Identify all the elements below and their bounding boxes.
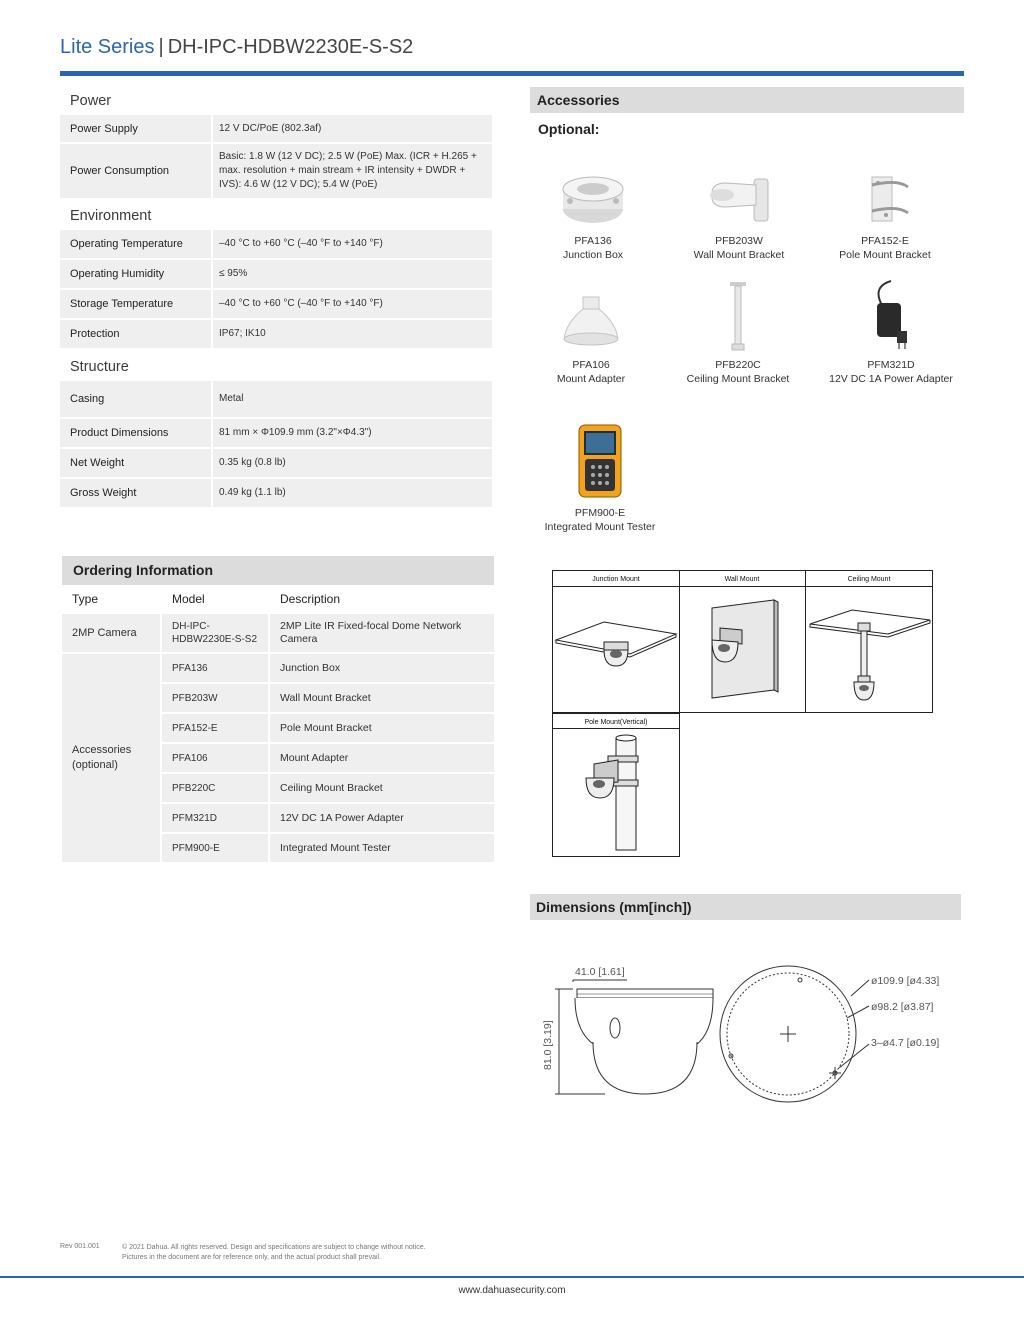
spec-value: –40 °C to +60 °C (–40 °F to +140 °F) <box>219 238 383 249</box>
spec-value: 12 V DC/PoE (802.3af) <box>219 122 322 134</box>
spec-value: 0.49 kg (1.1 lb) <box>219 487 286 498</box>
power-title: Power <box>70 93 112 109</box>
model-cell: PFA136 <box>162 654 270 684</box>
mounting-diagram <box>552 570 934 860</box>
structure-title: Structure <box>70 359 129 375</box>
junction-mount-drawing <box>556 622 676 666</box>
spec-key: Power Consumption <box>60 144 213 198</box>
table-row <box>62 614 494 654</box>
accessory-model: PFM321D <box>867 359 915 371</box>
header-type: Type <box>62 585 162 614</box>
mount-adapter-icon <box>516 292 666 354</box>
description-cell: Mount Adapter <box>270 744 494 774</box>
description-cell: Ceiling Mount Bracket <box>270 774 494 804</box>
header-rule <box>60 71 964 76</box>
mount-tester-icon <box>525 420 675 502</box>
ceiling-mount-drawing <box>810 610 930 700</box>
spec-row <box>60 290 492 320</box>
description-cell: Junction Box <box>270 654 494 684</box>
model-cell: PFA106 <box>162 744 270 774</box>
ceiling-mount-bracket-icon <box>663 280 813 354</box>
description-cell: 2MP Lite IR Fixed-focal Dome Network Camera <box>270 614 494 654</box>
spec-value: 0.35 kg (0.8 lb) <box>219 457 286 468</box>
spec-key: Power Supply <box>60 115 213 142</box>
environment-section <box>60 202 492 350</box>
accessory-pfb220c <box>663 280 813 386</box>
accessories-title: Accessories <box>530 87 964 113</box>
structure-section <box>60 353 492 509</box>
accessory-name: Integrated Mount Tester <box>544 521 656 533</box>
website-link[interactable]: www.dahuasecurity.com <box>458 1285 566 1296</box>
page-header <box>60 36 413 59</box>
accessory-name: Pole Mount Bracket <box>839 249 931 261</box>
copyright-notice <box>122 1243 426 1263</box>
optional-label: Optional: <box>538 121 600 137</box>
accessory-pfa106 <box>516 292 666 386</box>
wall-mount-label: Wall Mount <box>724 576 760 583</box>
model-cell: PFB203W <box>162 684 270 714</box>
accessory-name: Junction Box <box>562 249 624 261</box>
spec-key: Operating Temperature <box>60 230 213 258</box>
junction-box-icon <box>518 168 668 230</box>
spec-key: Operating Humidity <box>60 260 213 288</box>
spec-row <box>60 381 492 419</box>
accessory-model: PFA106 <box>572 359 610 371</box>
type-cell: 2MP Camera <box>62 614 162 654</box>
dimension-drawing <box>535 958 955 1108</box>
disclaimer-line: Pictures in the document are for reference only, and the actual product shall prevail. <box>122 1254 382 1261</box>
spec-value: Metal <box>219 393 244 404</box>
spec-key: Net Weight <box>60 449 213 477</box>
accessory-name: 12V DC 1A Power Adapter <box>829 373 953 385</box>
hole-diameter-label: 3–ø4.7 [ø0.19] <box>871 1037 940 1049</box>
spec-value: ≤ 95% <box>219 268 248 279</box>
revision-number: Rev 001.001 <box>60 1243 100 1250</box>
outer-diameter-label: ø109.9 [ø4.33] <box>871 975 940 987</box>
description-cell: Wall Mount Bracket <box>270 684 494 714</box>
spec-value: 81 mm × Φ109.9 mm (3.2"×Φ4.3") <box>219 427 372 438</box>
spec-key: Product Dimensions <box>60 419 213 447</box>
accessory-model: PFB203W <box>715 235 763 247</box>
junction-mount-label: Junction Mount <box>592 576 640 583</box>
model-cell: PFA152-E <box>162 714 270 744</box>
spec-key: Storage Temperature <box>60 290 213 318</box>
spec-row <box>60 419 492 449</box>
spec-key: Protection <box>60 320 213 348</box>
spec-value: –40 °C to +60 °C (–40 °F to +140 °F) <box>219 298 383 309</box>
height-dimension: 81.0 [3.19] <box>542 1020 554 1070</box>
accessory-name: Wall Mount Bracket <box>693 249 785 261</box>
power-adapter-icon <box>816 276 966 354</box>
series-name: Lite Series <box>60 36 155 58</box>
spec-row <box>60 115 492 144</box>
spec-row <box>60 449 492 479</box>
footer-rule <box>0 1276 1024 1278</box>
description-cell: Pole Mount Bracket <box>270 714 494 744</box>
description-cell: 12V DC 1A Power Adapter <box>270 804 494 834</box>
accessory-name: Ceiling Mount Bracket <box>686 373 790 385</box>
power-section <box>60 87 492 200</box>
pole-mount-drawing <box>586 735 638 850</box>
header-separator: | <box>158 36 164 58</box>
pole-mount-label: Pole Mount(Vertical) <box>584 719 648 726</box>
ordering-section <box>62 556 494 864</box>
environment-title: Environment <box>70 208 152 224</box>
pole-mount-bracket-icon <box>810 168 960 230</box>
table-row <box>62 654 494 684</box>
ordering-title: Ordering Information <box>62 556 494 585</box>
table-header-row <box>62 585 494 614</box>
accessory-model: PFA152-E <box>861 235 909 247</box>
inner-diameter-label: ø98.2 [ø3.87] <box>871 1001 934 1013</box>
spec-value: IP67; IK10 <box>219 328 266 339</box>
description-cell: Integrated Mount Tester <box>270 834 494 864</box>
spec-row <box>60 230 492 260</box>
dimensions-title: Dimensions (mm[inch]) <box>530 894 961 920</box>
spec-key: Gross Weight <box>60 479 213 507</box>
accessory-pfa152-e <box>810 168 960 262</box>
wall-mount-bracket-icon <box>664 168 814 230</box>
width-dimension: 41.0 [1.61] <box>575 966 625 978</box>
model-cell: PFM900-E <box>162 834 270 864</box>
type-cell: Accessories (optional) <box>62 654 162 864</box>
accessory-model: PFM900-E <box>574 507 626 519</box>
model-cell: PFB220C <box>162 774 270 804</box>
accessory-pfm900-e <box>525 420 675 534</box>
spec-row <box>60 320 492 350</box>
header-description: Description <box>270 585 494 614</box>
accessory-model: PFB220C <box>715 359 761 371</box>
model-cell: PFM321D <box>162 804 270 834</box>
spec-row <box>60 479 492 509</box>
spec-value: Basic: 1.8 W (12 V DC); 2.5 W (PoE) Max. (ICR + H.265 + max. resolution + main stream + IR intensity + DWDR + IVS): 4.6 W (12 V DC); 5.4 W (PoE) <box>219 151 477 190</box>
accessory-model: PFA136 <box>574 235 612 247</box>
accessory-pfa136 <box>518 168 668 262</box>
model-cell: DH-IPC-HDBW2230E-S-S2 <box>162 614 270 654</box>
header-model: Model <box>162 585 270 614</box>
spec-key: Casing <box>60 381 213 417</box>
accessory-pfm321d <box>816 276 966 386</box>
copyright-line: © 2021 Dahua. All rights reserved. Design and specifications are subject to change without notice. <box>122 1244 426 1251</box>
accessory-pfb203w <box>664 168 814 262</box>
model-name: DH-IPC-HDBW2230E-S-S2 <box>167 36 414 58</box>
ordering-table <box>62 585 494 864</box>
spec-row <box>60 144 492 200</box>
ceiling-mount-label: Ceiling Mount <box>847 576 891 583</box>
accessory-name: Mount Adapter <box>556 373 626 385</box>
spec-row <box>60 260 492 290</box>
wall-mount-drawing <box>712 600 778 698</box>
